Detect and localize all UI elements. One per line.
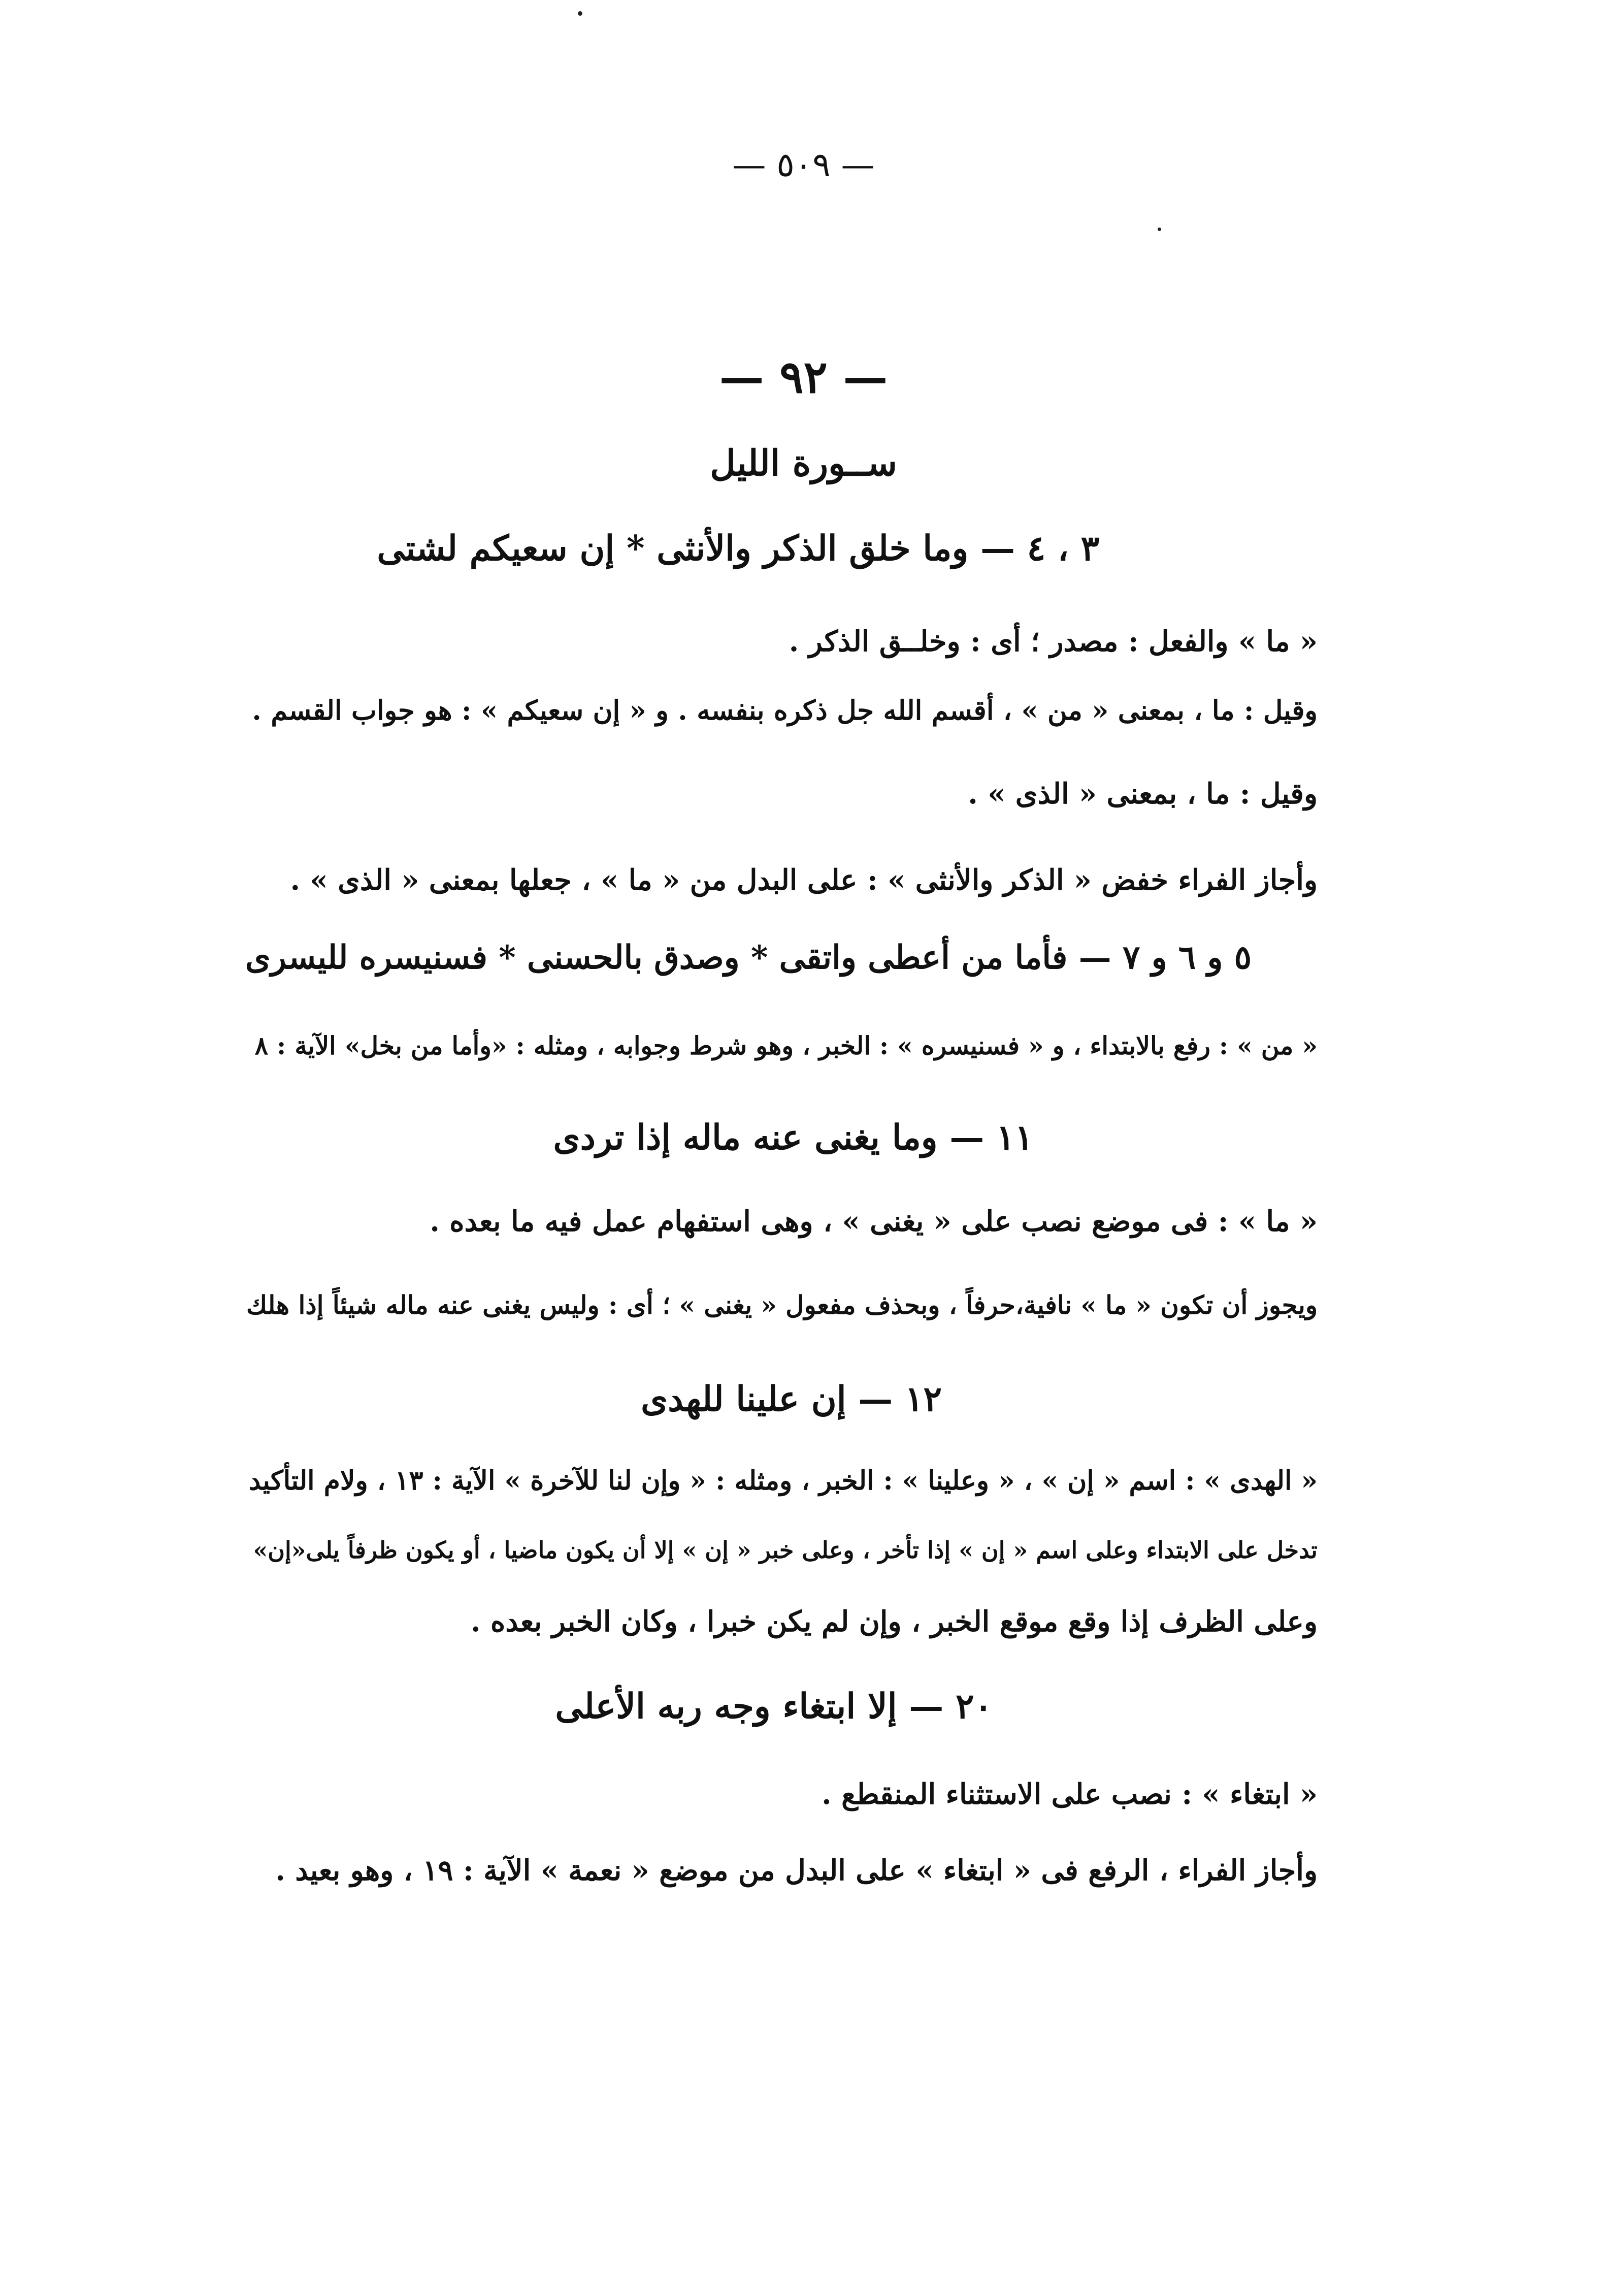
verse-heading: ١٢ — إن علينا للهدى	[641, 1379, 942, 1419]
verse-heading: ٢٠ — إلا ابتغاء وجه ربه الأعلى	[555, 1686, 993, 1727]
verse-heading: ١١ — وما يغنى عنه ماله إذا تردى	[553, 1117, 1033, 1158]
paragraph-line: « ابتغاء » : نصب على الاستثناء المنقطع .	[822, 1777, 1318, 1811]
scan-speck	[578, 11, 582, 16]
paragraph-line: وقيل : ما ، بمعنى « من » ، أقسم الله جل ذكره بنفسه . و « إن سعيكم » : هو جواب القسم .	[252, 695, 1318, 726]
paragraph-line: ويجوز أن تكون « ما » نافية،حرفاً ، وبحذف مفعول « يغنى » ؛ أى : وليس يغنى عنه ماله شيئاً إذا هلك	[246, 1290, 1318, 1320]
surah-title: ســورة الليل	[710, 442, 897, 484]
paragraph-line: « ما » والفعل : مصدر ؛ أى : وخلــق الذكر .	[789, 625, 1318, 658]
paragraph-line: تدخل على الابتداء وعلى اسم « إن » إذا تأخر ، وعلى خبر « إن » إلا أن يكون ماضيا ، أو يكون ظرفاً يلى«إن»	[253, 1536, 1318, 1564]
section-number: — ٩٢ —	[719, 350, 888, 403]
paragraph-line: « من » : رفع بالابتداء ، و « فسنيسره » : الخبر ، وهو شرط وجوابه ، ومثله : «وأما من بخل» الآية : ٨	[254, 1031, 1318, 1060]
paragraph-line: وقيل : ما ، بمعنى « الذى » .	[968, 777, 1318, 811]
verse-heading: ٥ و ٦ و ٧ — فأما من أعطى واتقى * وصدق بالحسنى * فسنيسره لليسرى	[245, 939, 1252, 977]
paragraph-line: وعلى الظرف إذا وقع موقع الخبر ، وإن لم يكن خبرا ، وكان الخبر بعده .	[471, 1605, 1318, 1638]
paragraph-line: « ما » : فى موضع نصب على « يغنى » ، وهى استفهام عمل فيه ما بعده .	[430, 1205, 1318, 1238]
page-number: — ٥٠٩ —	[732, 145, 875, 184]
verse-heading: ٣ ، ٤ — وما خلق الذكر والأنثى * إن سعيكم لشتى	[377, 528, 1099, 569]
paragraph-line: وأجاز الفراء ، الرفع فى « ابتغاء » على البدل من موضع « نعمة » الآية : ١٩ ، وهو بعيد .	[275, 1854, 1318, 1887]
paragraph-line: وأجاز الفراء خفض « الذكر والأنثى » : على البدل من « ما » ، جعلها بمعنى « الذى » .	[290, 863, 1318, 897]
scan-speck	[1158, 228, 1161, 231]
paragraph-line: « الهدى » : اسم « إن » ، « وعلينا » : الخبر ، ومثله : « وإن لنا للآخرة » الآية : ١٣ ، ولام التأكيد	[249, 1465, 1318, 1496]
